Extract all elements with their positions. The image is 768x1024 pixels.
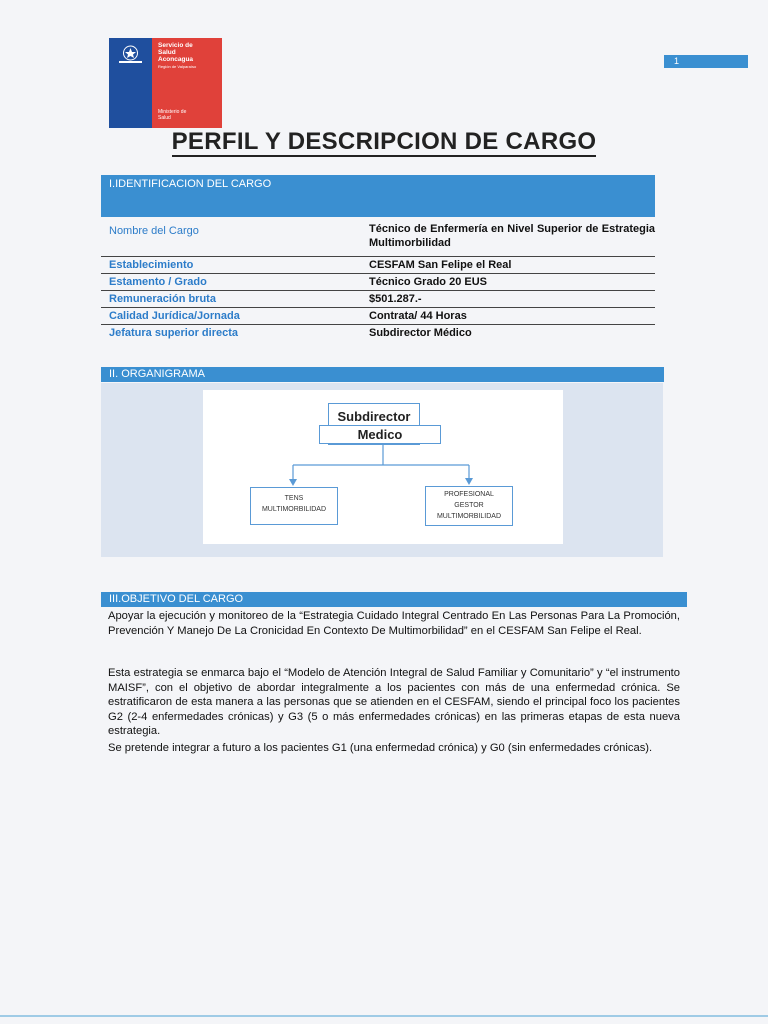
row-value: $501.287.- [369,293,422,305]
section-organigrama-header: II. ORGANIGRAMA [101,367,664,382]
table-row [101,291,655,308]
table-row [101,220,655,257]
row-value: Técnico de Enfermería en Nivel Superior de Estrategia Multimorbilidad [369,223,655,249]
table-row [101,274,655,291]
org-node-label: GESTOR [454,502,484,509]
strategy-paragraph: Esta estrategia se enmarca bajo el “Modelo de Atención Integral de Salud Familiar y Comunitario” y “el instrumento MAISF”, con el objetivo de abordar integralmente a los pacientes con más de una enfermedad crónica. Se estratificaron de esta manera a las personas que se atienden en el CESFAM, siendo el principal foco los pacientes G2 (2-4 enfermedades crónicas) y G3 (5 o más enfermedades crónicas) en las primeras etapas de esta nueva estrategia. [108,667,680,737]
row-value: Técnico Grado 20 EUS [369,276,487,288]
row-key: Nombre del Cargo [109,225,199,237]
coat-of-arms-icon [115,42,146,66]
table-row [101,325,655,341]
row-key: Establecimiento [109,259,194,271]
identification-table [101,220,655,341]
org-node-label: PROFESIONAL [444,491,494,498]
org-node-tens [250,487,338,525]
org-node-label: Subdirector [337,409,411,424]
objective-paragraph: Apoyar la ejecución y monitoreo de la “Estrategia Cuidado Integral Centrado En Las Personas Para La Promoción, Prevención Y Manejo De La Cronicidad En Contexto De Multimorbilidad” en el CESFAM San Felipe el Real. [108,610,680,637]
row-key: Jefatura superior directa [109,327,238,339]
page-title-text: PERFIL Y DESCRIPCION DE CARGO [171,128,597,155]
logo-blue-panel [109,38,152,128]
section-objetivo-header: III.OBJETIVO DEL CARGO [101,592,687,607]
bottom-divider [0,1015,768,1017]
org-node-label: MULTIMORBILIDAD [436,513,502,520]
org-node-subdirector-label: Medico [319,425,441,444]
row-key: Calidad Jurídica/Jornada [109,310,240,322]
org-node-label: MULTIMORBILIDAD [261,506,327,513]
org-chart [203,390,563,544]
logo [109,38,222,128]
org-node-profesional [425,486,513,526]
page-number: 1 [664,55,748,68]
row-value: CESFAM San Felipe el Real [369,259,512,271]
future-paragraph: Se pretende integrar a futuro a los pacientes G1 (una enfermedad crónica) y G0 (sin enfermedades crónicas). [108,742,653,754]
page-title [0,128,768,156]
logo-region: Región de Valparaíso [158,64,197,69]
org-node-label: TENS [284,495,304,502]
table-row [101,308,655,325]
row-value: Contrata/ 44 Horas [369,310,467,322]
table-row [101,257,655,274]
section-identificacion-header: I.IDENTIFICACION DEL CARGO [101,175,655,217]
row-value: Subdirector Médico [369,327,472,339]
row-key: Remuneración bruta [109,293,216,305]
row-key: Estamento / Grado [109,276,207,288]
logo-org-name: Servicio de Salud Aconcagua [158,42,194,63]
logo-ministry: Ministerio de Salud [158,109,187,121]
